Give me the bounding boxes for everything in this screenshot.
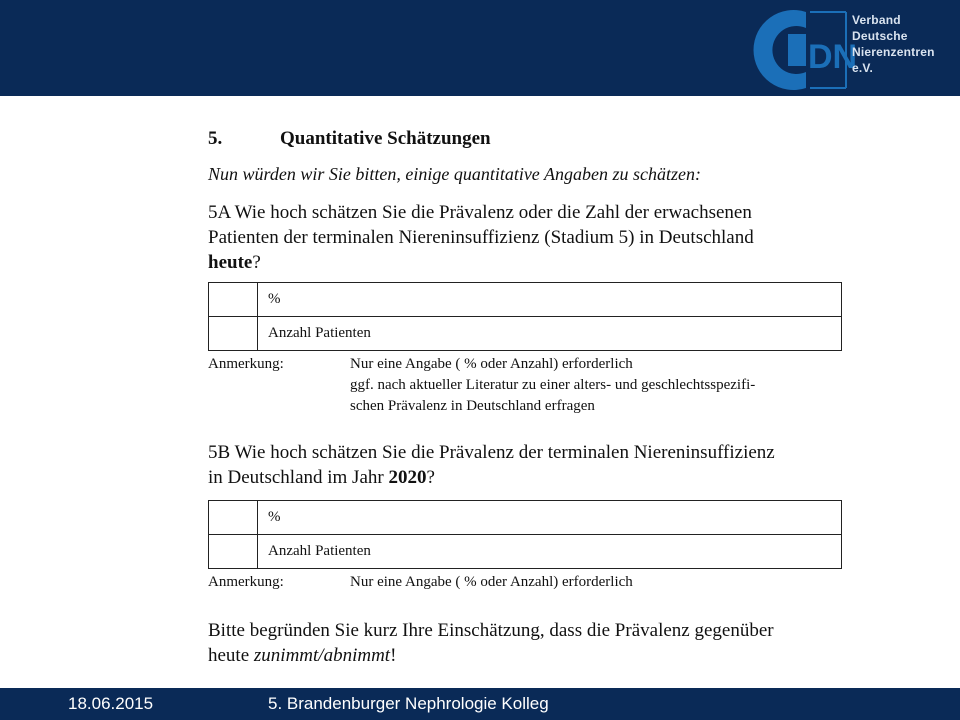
question-end: ! <box>390 645 397 666</box>
question-5a <box>208 200 754 275</box>
question-end: ? <box>426 467 435 488</box>
question-line: 5B Wie hoch schätzen Sie die Prävalenz der terminalen Niereninsuffizienz <box>208 442 775 463</box>
org-line: Nierenzentren <box>852 45 935 59</box>
answer-cell[interactable] <box>209 501 258 535</box>
section-title: Quantitative Schätzungen <box>280 128 491 149</box>
answer-cell[interactable] <box>209 535 258 569</box>
question-line: Patienten der terminalen Niereninsuffizienz (Stadium 5) in Deutschland <box>208 227 754 248</box>
question-emphasis: zunimmt/abnimmt <box>253 645 391 666</box>
question-line: 5A Wie hoch schätzen Sie die Prävalenz oder die Zahl der erwachsenen <box>208 202 752 223</box>
answer-table-5b <box>208 500 842 569</box>
row-label: Anzahl Patienten <box>258 317 842 351</box>
section-number: 5. <box>208 128 223 149</box>
question-line: in Deutschland im Jahr <box>208 467 389 488</box>
question-line: heute <box>208 645 254 666</box>
question-end: ? <box>252 252 261 273</box>
row-label: % <box>258 283 842 317</box>
table-row <box>209 535 842 569</box>
section-heading <box>208 128 491 150</box>
answer-cell[interactable] <box>209 317 258 351</box>
question-line: Bitte begründen Sie kurz Ihre Einschätzung, dass die Prävalenz gegenüber <box>208 620 774 641</box>
footer-date: 18.06.2015 <box>68 694 154 713</box>
question-emphasis: 2020 <box>388 467 427 488</box>
note-text <box>350 354 755 417</box>
footer-title: 5. Brandenburger Nephrologie Kolleg <box>268 694 549 713</box>
note-line: schen Prävalenz in Deutschland erfragen <box>350 398 595 414</box>
answer-table-5a <box>208 282 842 351</box>
note-text: Nur eine Angabe ( % oder Anzahl) erforderlich <box>350 574 633 590</box>
note-line: ggf. nach aktueller Literatur zu einer alters- und geschlechtsspezifi- <box>350 377 756 393</box>
org-line: Verband <box>852 13 901 27</box>
answer-cell[interactable] <box>209 283 258 317</box>
footer-bar <box>0 688 960 720</box>
note-label: Anmerkung: <box>208 356 284 372</box>
logo-letters: DN <box>808 38 858 76</box>
scanned-questionnaire <box>200 96 850 688</box>
header-bar <box>0 0 960 96</box>
table-row <box>209 317 842 351</box>
row-label: Anzahl Patienten <box>258 535 842 569</box>
org-line: e.V. <box>852 61 874 75</box>
org-line: Deutsche <box>852 29 908 43</box>
table-row <box>209 501 842 535</box>
question-emphasis: heute <box>208 252 253 273</box>
question-5b <box>208 440 775 490</box>
closing-question <box>208 618 774 668</box>
organization-name <box>852 12 952 76</box>
note-label: Anmerkung: <box>208 574 284 590</box>
intro-text: Nun würden wir Sie bitten, einige quantitative Angaben zu schätzen: <box>208 164 701 184</box>
row-label: % <box>258 501 842 535</box>
table-row <box>209 283 842 317</box>
note-line: Nur eine Angabe ( % oder Anzahl) erforderlich <box>350 356 633 372</box>
